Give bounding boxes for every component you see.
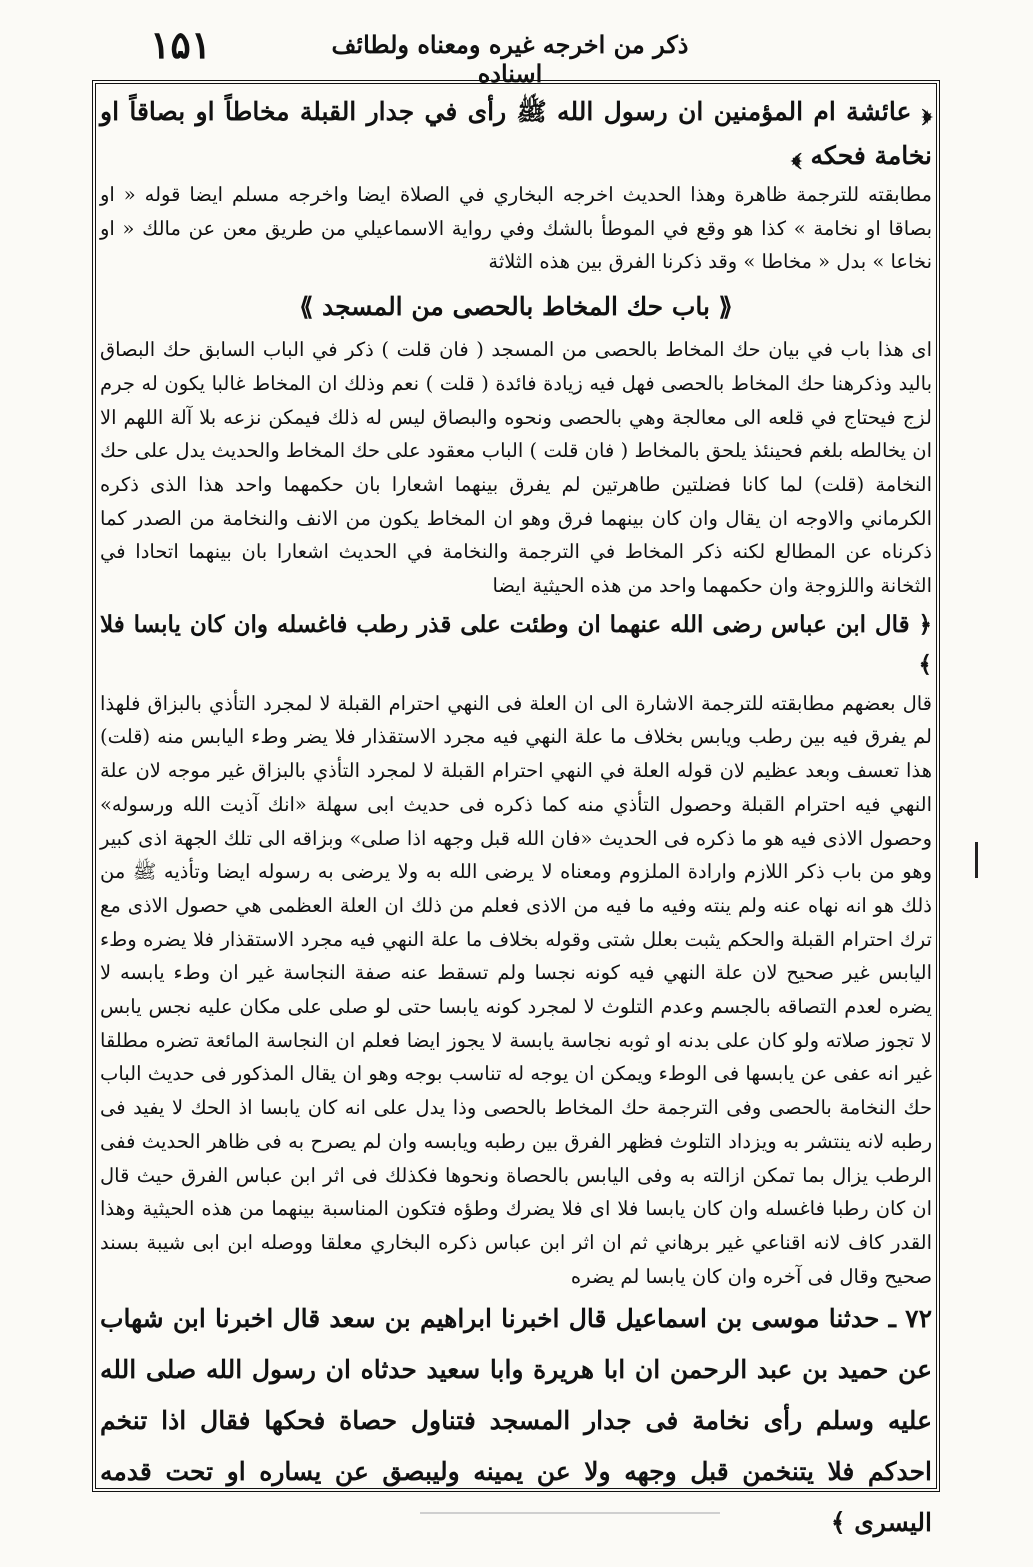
ornament-open: ﴿ [918, 610, 932, 638]
margin-mark [975, 842, 978, 878]
running-title: ذكر من اخرجه غيره ومعناه ولطائف اسناده [331, 30, 689, 88]
page-number: ۱۵۱ [150, 22, 212, 67]
ornament-close: ﴾ [791, 141, 802, 170]
ibn-abbas-quote [100, 605, 932, 685]
hadith-text-top [100, 90, 932, 178]
ornament-open: ﴿ [921, 97, 932, 126]
ornament-open: ⟪ [718, 292, 733, 322]
ornament-close: ⟫ [299, 292, 314, 322]
ibn-abbas-quote-text: قال ابن عباس رضى الله عنهما ان وطئت على قذر رطب فاغسله وان كان يابسا فلا [100, 610, 910, 638]
commentary-paragraph-1: مطابقته للترجمة ظاهرة وهذا الحديث اخرجه البخاري في الصلاة ايضا واخرجه مسلم ايضا قوله « او بصاقا او نخامة » كذا هو وقع في الموطأ بالشك وفي رواية الاسماعيلي من طريق معن عن مالك « او نخاعا » بدل « مخاطا » وقد ذكرنا الفرق بين هذه الثلاثة [100, 183, 932, 274]
ornament-close: ﴾ [830, 1508, 846, 1538]
commentary-paragraph-2: اى هذا باب في بيان حك المخاط بالحصى من المسجد ( فان قلت ) ذكر في الباب السابق حك البصاق باليد وذكرهنا حك المخاط بالحصى فهل فيه زيادة فائدة ( قلت ) نعم وذلك ان المخاط غالبا يكون له جرم لزج فيحتاج في قلعه الى معالجة وهي بالحصى ونحوه والبصاق ليس له ذلك فيمكن نزعه بلا آلة اللهم الا ان يخالطه بلغم فحينئذ يلحق بالمخاط ( فان قلت ) الباب معقود على حك المخاط والحديث يدل على حك النخامة (قلت) لما كانا فضلتين طاهرتين لم يفرق بينهما اشعارا بان حكمهما واحد هذا الذى ذكره الكرماني والاوجه ان يقال وان كان بينهما فرق وهو ان المخاط يكون من الانف والنخامة من الصدر كما ذكرناه عن المطالع لكنه ذكر المخاط في الترجمة والنخامة في الحديث اشعارا بان بينهما اتحادا في الثخانة واللزوجة وان حكمهما واحد من هذه الحيثية ايضا [100, 338, 932, 598]
hadith-72 [100, 1293, 932, 1548]
commentary-paragraph-3: قال بعضهم مطابقته للترجمة الاشارة الى ان العلة فى النهي احترام القبلة لا لمجرد التأذي بالبزاق فلهذا لم يفرق فيه بين رطب ويابس بخلاف ما علة النهي فيه مجرد الاستقذار فلا يضر وطء اليابس منه (قلت) هذا تعسف وبعد عظيم لان قوله العلة في النهي احترام القبلة لا لمجرد التأذي بالبزاق غير موجه لان علة النهي فيه احترام القبلة وحصول التأذي منه كما ذكره فى حديث ابى سهلة «انك آذيت الله ورسوله» وحصول الاذى فيه هو ما ذكره فى الحديث «فان الله قبل وجهه اذا صلى» وبزاقه الى تلك الجهة اذى كبير وهو من باب ذكر اللازم وارادة الملزوم ومعناه لا يرضى الله به ولا يرضى به رسوله ايضا وتأذيه ﷺ من ذلك هو انه نهاه عنه ولم ينته وفيه ما فيه من الاذى فعلم من ذلك ان العلة العظمى هي حصول الاذى مع ترك احترام القبلة والحكم يثبت بعلل شتى وقوله بخلاف ما علة النهي فيه مجرد الاستقذار فلا يضره وطء اليابس غير صحيح لان علة النهي فيه كونه نجسا ولم تسقط عنه صفة النجاسة غير ان وطء يابسه لا يضره لعدم التصاقه بالجسم وعدم التلوث لا لمجرد كونه يابسا حتى لو صلى على مكان عليه نجس يابس لا تجوز صلاته ولو كان على بدنه او ثوبه نجاسة يابسة لا يجوز ايضا فعلم ان النجاسة المائعة تضره مطلقا غير انه عفى عن يابسها فى الوطء ويمكن ان يوجه له تناسب بوجه وهو ان يقال المذكور فى حديث الباب حك النخامة بالحصى وفى الترجمة حك المخاط بالحصى وذا يدل على انه كان يابسا اذ الحك لا يفيد فى رطبه لانه ينتشر به ويزداد التلوث فظهر الفرق بين رطبه ويابسه وان لم يصرح به فى ظاهر الحديث ففى الرطب يزال بما تمكن ازالته به وفى اليابس بالحصاة ونحوها فكذلك فى اثر ابن عباس الفرق حيث قال ان كان رطبا فاغسله وان كان يابسا فلا اى فلا يضرك وطؤه فتكون المناسبة بينهما من هذه الحيثية وهذا القدر كاف لانه اقناعي غير برهاني ثم ان اثر ابن عباس ذكره البخاري معلقا ووصله ابن ابى شيبة بسند صحيح وقال فى آخره وان كان يابسا لم يضره [100, 691, 932, 1288]
ornament-close: ﴾ [918, 650, 932, 678]
chapter-heading-text: باب حك المخاط بالحصى من المسجد [322, 292, 710, 322]
chapter-heading [100, 285, 932, 329]
footer-rule [420, 1512, 720, 1514]
hadith-72-text: ٧٢ ـ حدثنا موسى بن اسماعيل قال اخبرنا ابراهيم بن سعد قال اخبرنا ابن شهاب عن حميد بن عبد الرحمن ان ابا هريرة وابا سعيد حدثاه ان رسول الله صلى الله عليه وسلم رأى نخامة فى جدار المسجد فتناول حصاة فحكها فقال اذا تنخم احدكم فلا يتنخمن قبل وجهه ولا عن يمينه وليبصق عن يساره او تحت قدمه اليسرى [100, 1304, 932, 1538]
page-body [100, 90, 932, 1538]
hadith-top-text: عائشة ام المؤمنين ان رسول الله ﷺ رأى في جدار القبلة مخاطاً او بصاقاً او نخامة فحكه [100, 97, 932, 170]
page-header [0, 0, 1033, 88]
